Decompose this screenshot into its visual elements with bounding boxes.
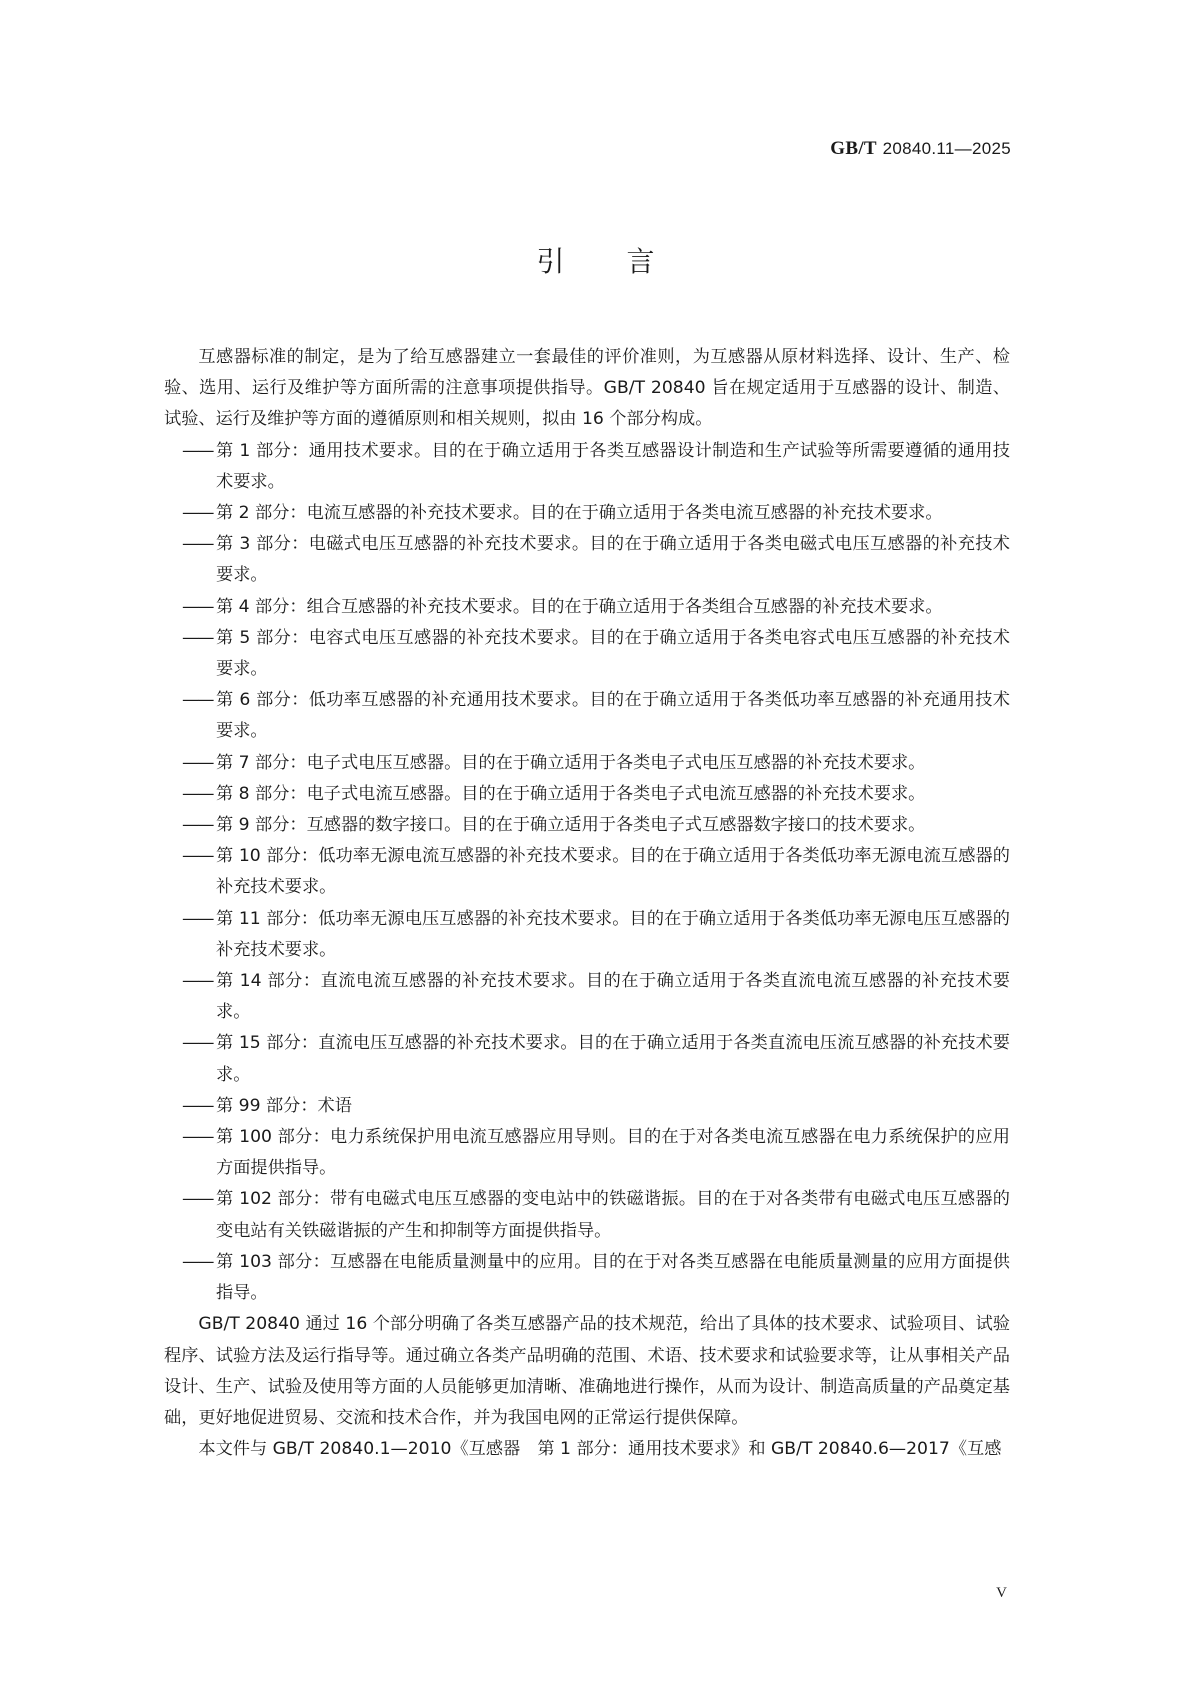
list-item: [164, 436, 1010, 498]
list-item: [164, 592, 1010, 623]
list-item-text: 第 2 部分：电流互感器的补充技术要求。目的在于确立适用于各类电流互感器的补充技术要求。: [216, 503, 943, 524]
list-item: [164, 748, 1010, 779]
list-item: [164, 498, 1010, 529]
standard-number: 20840.11—2025: [882, 139, 1011, 158]
final-paragraph: 本文件与 GB/T 20840.1—2010《互感器 第 1 部分：通用技术要求》和 GB/T 20840.6—2017《互感: [198, 1439, 1002, 1460]
list-item-text: 第 14 部分：直流电流互感器的补充技术要求。目的在于确立适用于各类直流电流互感器的补充技术要求。: [216, 971, 1010, 1023]
dash-marker: ——: [182, 1251, 213, 1272]
list-item-text: 第 102 部分：带有电磁式电压互感器的变电站中的铁磁谐振。目的在于对各类带有电磁式电压互感器的变电站有关铁磁谐振的产生和抑制等方面提供指导。: [216, 1189, 1010, 1241]
list-item-text: 第 100 部分：电力系统保护用电流互感器应用导则。目的在于对各类电流互感器在电力系统保护的应用方面提供指导。: [216, 1127, 1010, 1179]
list-item-text: 第 99 部分：术语: [216, 1095, 352, 1116]
document-body: [164, 342, 1010, 1465]
dash-marker: ——: [182, 1189, 213, 1210]
standard-code-header: [830, 138, 1011, 160]
list-item-text: 第 11 部分：低功率无源电压互感器的补充技术要求。目的在于确立适用于各类低功率无源电压互感器的补充技术要求。: [216, 908, 1010, 960]
dash-marker: ——: [182, 908, 213, 929]
list-item: [164, 1122, 1010, 1184]
dash-marker: ——: [182, 846, 213, 867]
list-item: [164, 1247, 1010, 1309]
dash-marker: ——: [182, 752, 213, 773]
list-item-text: 第 4 部分：组合互感器的补充技术要求。目的在于确立适用于各类组合互感器的补充技术要求。: [216, 596, 943, 617]
list-item-text: 第 6 部分：低功率互感器的补充通用技术要求。目的在于确立适用于各类低功率互感器的补充通用技术要求。: [216, 690, 1010, 742]
list-item: [164, 1184, 1010, 1246]
list-item: [164, 1028, 1010, 1090]
page-number: V: [996, 1585, 1007, 1601]
list-item: [164, 529, 1010, 591]
list-item: [164, 779, 1010, 810]
dash-marker: ——: [182, 627, 213, 648]
list-item: [164, 841, 1010, 903]
list-item: [164, 810, 1010, 841]
dash-marker: ——: [182, 783, 213, 804]
dash-marker: ——: [182, 1127, 213, 1148]
list-item: [164, 966, 1010, 1028]
list-item-text: 第 7 部分：电子式电压互感器。目的在于确立适用于各类电子式电压互感器的补充技术要求。: [216, 752, 926, 773]
intro-paragraph: 互感器标准的制定，是为了给互感器建立一套最佳的评价准则，为互感器从原材料选择、设计、生产、检验、选用、运行及维护等方面所需的注意事项提供指导。GB/T 20840 旨在规定适用于互感器的设计、制造、试验、运行及维护等方面的遵循原则和相关规则，拟由 16 个部分构成。: [164, 347, 1010, 430]
dash-marker: ——: [182, 503, 213, 524]
parts-list: [164, 436, 1010, 1310]
dash-marker: ——: [182, 534, 213, 555]
list-item-text: 第 10 部分：低功率无源电流互感器的补充技术要求。目的在于确立适用于各类低功率无源电流互感器的补充技术要求。: [216, 846, 1010, 898]
dash-marker: ——: [182, 971, 213, 992]
list-item-text: 第 9 部分：互感器的数字接口。目的在于确立适用于各类电子式互感器数字接口的技术要求。: [216, 815, 926, 836]
dash-marker: ——: [182, 440, 213, 461]
standard-prefix: GB/T: [830, 138, 877, 159]
list-item-text: 第 103 部分：互感器在电能质量测量中的应用。目的在于对各类互感器在电能质量测量的应用方面提供指导。: [216, 1251, 1010, 1304]
dash-marker: ——: [182, 815, 213, 836]
list-item: [164, 904, 1010, 966]
list-item: [164, 1091, 1010, 1122]
list-item-text: 第 3 部分：电磁式电压互感器的补充技术要求。目的在于确立适用于各类电磁式电压互感器的补充技术要求。: [216, 534, 1010, 586]
dash-marker: ——: [182, 1095, 213, 1116]
section-title: 引言: [536, 245, 717, 278]
list-item: [164, 623, 1010, 685]
dash-marker: ——: [182, 596, 213, 617]
list-item-text: 第 8 部分：电子式电流互感器。目的在于确立适用于各类电子式电流互感器的补充技术要求。: [216, 783, 926, 804]
list-item-text: 第 15 部分：直流电压互感器的补充技术要求。目的在于确立适用于各类直流电压流互感器的补充技术要求。: [216, 1033, 1010, 1085]
list-item: [164, 685, 1010, 747]
summary-paragraph: GB/T 20840 通过 16 个部分明确了各类互感器产品的技术规范，给出了具体的技术要求、试验项目、试验程序、试验方法及运行指导等。通过确立各类产品明确的范围、术语、技术要求和试验要求等，让从事相关产品设计、生产、试验及使用等方面的人员能够更加清晰、准确地进行操作，从而为设计、制造高质量的产品奠定基础，更好地促进贸易、交流和技术合作，并为我国电网的正常运行提供保障。: [164, 1314, 1010, 1428]
list-item-text: 第 1 部分：通用技术要求。目的在于确立适用于各类互感器设计制造和生产试验等所需要遵循的通用技术要求。: [216, 440, 1010, 492]
dash-marker: ——: [182, 690, 213, 711]
list-item-text: 第 5 部分：电容式电压互感器的补充技术要求。目的在于确立适用于各类电容式电压互感器的补充技术要求。: [216, 627, 1010, 680]
dash-marker: ——: [182, 1033, 213, 1054]
